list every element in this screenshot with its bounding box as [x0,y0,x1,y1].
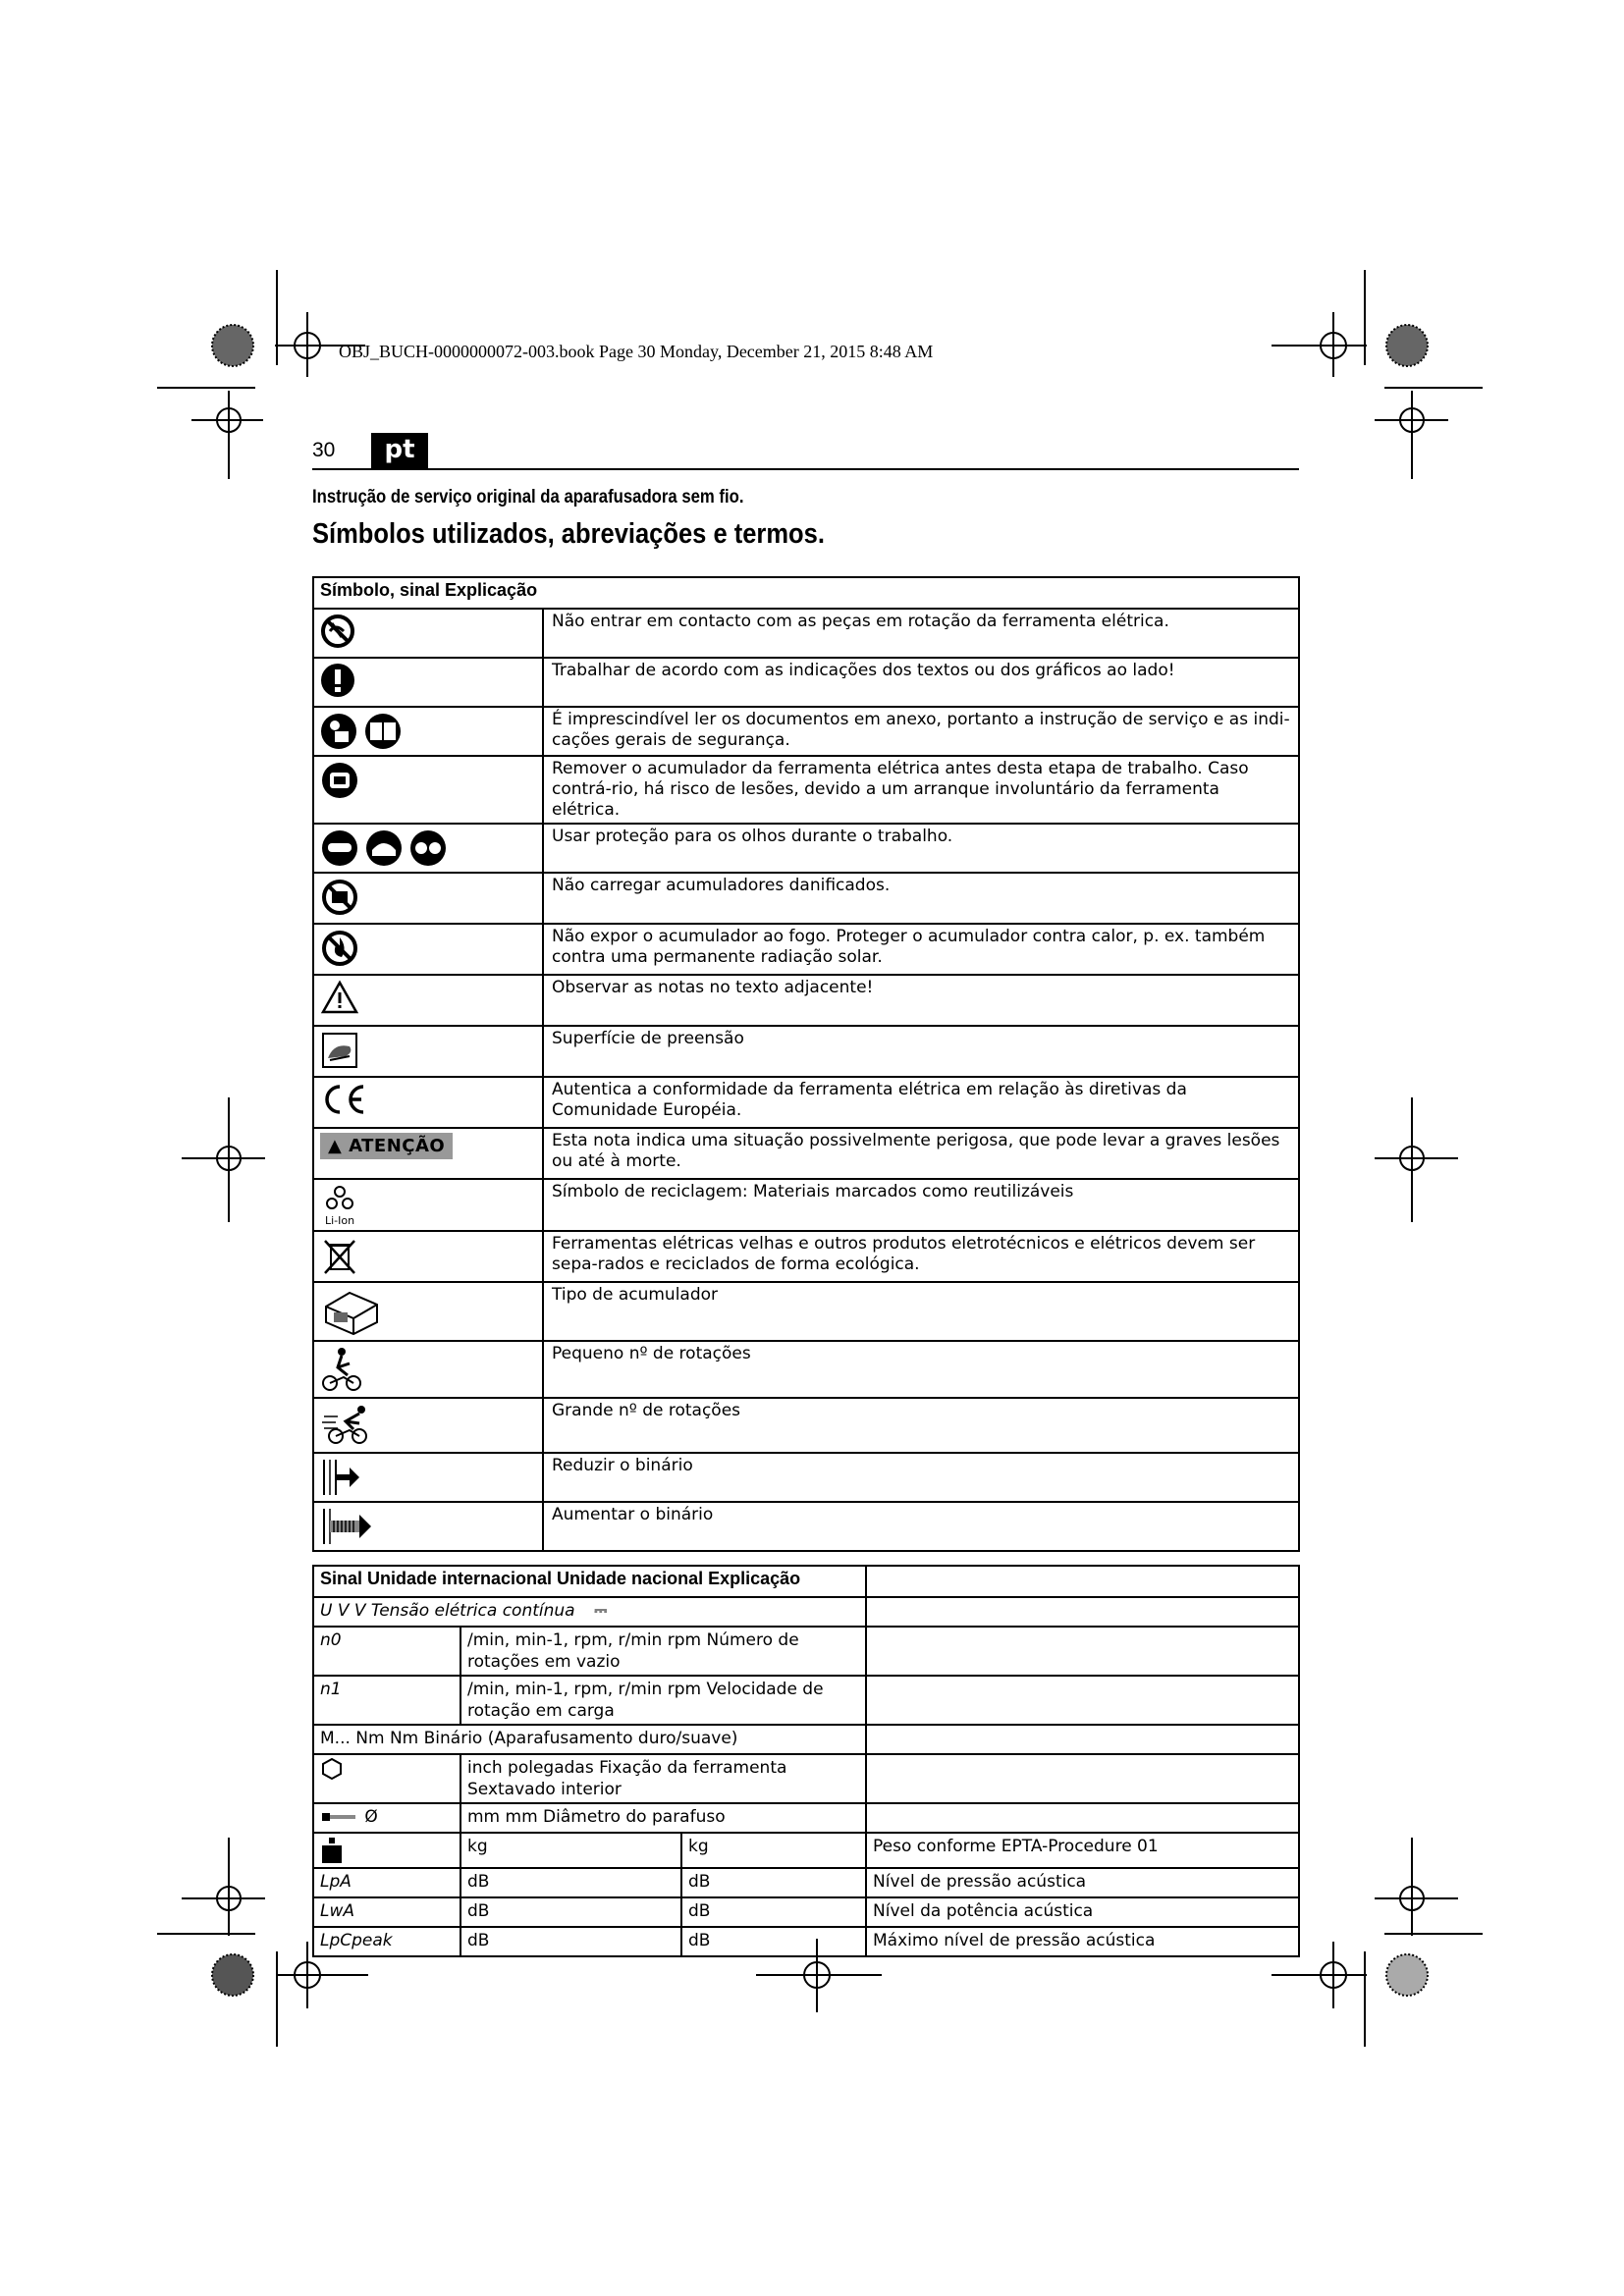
table-row [313,707,1299,756]
symbol-explanation: Ferramentas elétricas velhas e outros produtos eletrotécnicos e elétricos devem ser sepa-rados e reciclados de forma ecológica. [543,1231,1299,1282]
table-row [313,1128,1299,1179]
unit-explanation: Peso conforme EPTA-Procedure 01 [866,1833,1299,1868]
read-manual-icon [320,712,408,751]
diameter-label: Ø [364,1807,378,1827]
low-speed-bike-icon [320,1346,363,1393]
unit-symbol: LpA [313,1868,460,1897]
dc-symbol-icon: ⎓ [593,1601,608,1621]
table-row [313,1453,1299,1502]
ce-mark-icon [320,1082,369,1117]
eye-protection-icon [320,828,458,868]
table-row [313,1502,1299,1551]
table-row [313,1026,1299,1077]
symbol-explanation: Tipo de acumulador [543,1282,1299,1341]
table-row [313,975,1299,1026]
table-row [313,1597,1299,1627]
recycling-li-ion-icon [320,1184,359,1226]
high-speed-bike-icon [320,1403,375,1446]
header-rule [312,468,1299,470]
table-row [313,1676,1299,1725]
units-table-header: Sinal Unidade internacional Unidade nacional Explicação [313,1566,866,1597]
warning-triangle-icon [320,980,359,1015]
table-row [313,1897,1299,1927]
unit-symbol: n0 [313,1627,460,1676]
symbol-explanation: Trabalhar de acordo com as indicações dos textos ou dos gráficos ao lado! [543,658,1299,707]
language-tag: pt [371,433,428,468]
unit-row-text: inch polegadas Fixação da ferramenta Sextavado interior [460,1754,866,1803]
voltage-text: U V V Tensão elétrica contínua [320,1601,575,1621]
symbol-explanation: Não expor o acumulador ao fogo. Proteger o acumulador contra calor, p. ex. também contra uma permanente radiação solar. [543,924,1299,975]
symbol-explanation: É imprescindível ler os documentos em anexo, portanto a instrução de serviço e as indi-cações gerais de segurança. [543,707,1299,756]
symbols-table [312,576,1300,1552]
unit-intl: dB [460,1868,681,1897]
table-header-row [313,1566,1299,1597]
hexagon-icon [320,1757,344,1781]
grip-surface-icon [320,1031,359,1070]
table-row [313,1179,1299,1231]
unit-explanation: Nível de pressão acústica [866,1868,1299,1897]
document-subtitle: Instrução de serviço original da aparafusadora sem fio. [312,487,744,507]
symbol-explanation: Esta nota indica uma situação possivelmente perigosa, que pode levar a graves lesões ou até à morte. [543,1128,1299,1179]
unit-national: dB [681,1927,866,1956]
unit-symbol: LpCpeak [313,1927,460,1956]
symbols-table-header: Símbolo, sinal Explicação [313,577,1299,609]
table-row [313,1077,1299,1128]
symbol-explanation: Remover o acumulador da ferramenta elétrica antes desta etapa de trabalho. Caso contrá-rio, há risco de lesões, devido a um arranque involuntário da ferramenta elétrica. [543,756,1299,824]
section-title: Símbolos utilizados, abreviações e termos. [312,518,825,550]
battery-type-icon [320,1287,383,1336]
symbol-explanation: Reduzir o binário [543,1453,1299,1502]
unit-row-torque: M... Nm Nm Binário (Aparafusamento duro/suave) [313,1725,866,1754]
table-row [313,1627,1299,1676]
unit-symbol: n1 [313,1676,460,1725]
mandatory-exclamation-icon [320,663,355,698]
table-header-row [313,577,1299,609]
unit-row-text: /min, min-1, rpm, r/min rpm Velocidade de rotação em carga [460,1676,866,1725]
symbol-explanation: Aumentar o binário [543,1502,1299,1551]
book-line: OBJ_BUCH-0000000072-003.book Page 30 Monday, December 21, 2015 8:48 AM [339,342,934,361]
no-fire-icon [320,929,359,968]
table-row [313,1282,1299,1341]
table-row [313,1341,1299,1398]
unit-explanation: Máximo nível de pressão acústica [866,1927,1299,1956]
units-table [312,1565,1300,1957]
table-row [313,756,1299,824]
atencao-label: ATENÇÃO [349,1136,446,1156]
table-row [313,658,1299,707]
table-row [313,1833,1299,1868]
table-row [313,924,1299,975]
unit-row-text: mm mm Diâmetro do parafuso [460,1803,866,1833]
table-row [313,873,1299,924]
unit-intl: dB [460,1897,681,1927]
unit-explanation: Nível da potência acústica [866,1897,1299,1927]
table-row [313,1803,1299,1833]
page-number: 30 [312,439,336,461]
remove-battery-icon [320,761,359,800]
symbol-explanation: Grande nº de rotações [543,1398,1299,1453]
atencao-badge: ▲ ATENÇÃO [320,1133,453,1159]
table-row [313,1725,1299,1754]
li-ion-label: Li-Ion [324,1214,355,1227]
symbol-explanation: Não carregar acumuladores danificados. [543,873,1299,924]
symbol-explanation: Pequeno nº de rotações [543,1341,1299,1398]
symbol-explanation: Usar proteção para os olhos durante o trabalho. [543,824,1299,873]
unit-intl: kg [460,1833,681,1868]
reduce-torque-icon [320,1458,369,1497]
screw-icon [320,1809,359,1825]
unit-intl: dB [460,1927,681,1956]
table-row [313,1231,1299,1282]
unit-national: dB [681,1897,866,1927]
table-row [313,1398,1299,1453]
crossed-bin-icon [320,1236,359,1277]
increase-torque-icon [320,1507,379,1546]
unit-symbol: LwA [313,1897,460,1927]
symbol-explanation: Não entrar em contacto com as peças em rotação da ferramenta elétrica. [543,609,1299,658]
unit-row-voltage [313,1597,866,1627]
symbol-explanation: Observar as notas no texto adjacente! [543,975,1299,1026]
symbol-explanation: Superfície de preensão [543,1026,1299,1077]
symbol-explanation: Símbolo de reciclagem: Materiais marcados como reutilizáveis [543,1179,1299,1231]
unit-row-text: /min, min-1, rpm, r/min rpm Número de rotações em vazio [460,1627,866,1676]
table-row [313,824,1299,873]
unit-national: kg [681,1833,866,1868]
table-row [313,1754,1299,1803]
weight-icon [320,1836,344,1865]
no-charge-damaged-icon [320,878,359,917]
table-row [313,609,1299,658]
unit-national: dB [681,1868,866,1897]
table-row [313,1868,1299,1897]
table-row [313,1927,1299,1956]
symbol-explanation: Autentica a conformidade da ferramenta elétrica em relação às diretivas da Comunidade Européia. [543,1077,1299,1128]
no-touch-rotating-icon [320,614,355,649]
